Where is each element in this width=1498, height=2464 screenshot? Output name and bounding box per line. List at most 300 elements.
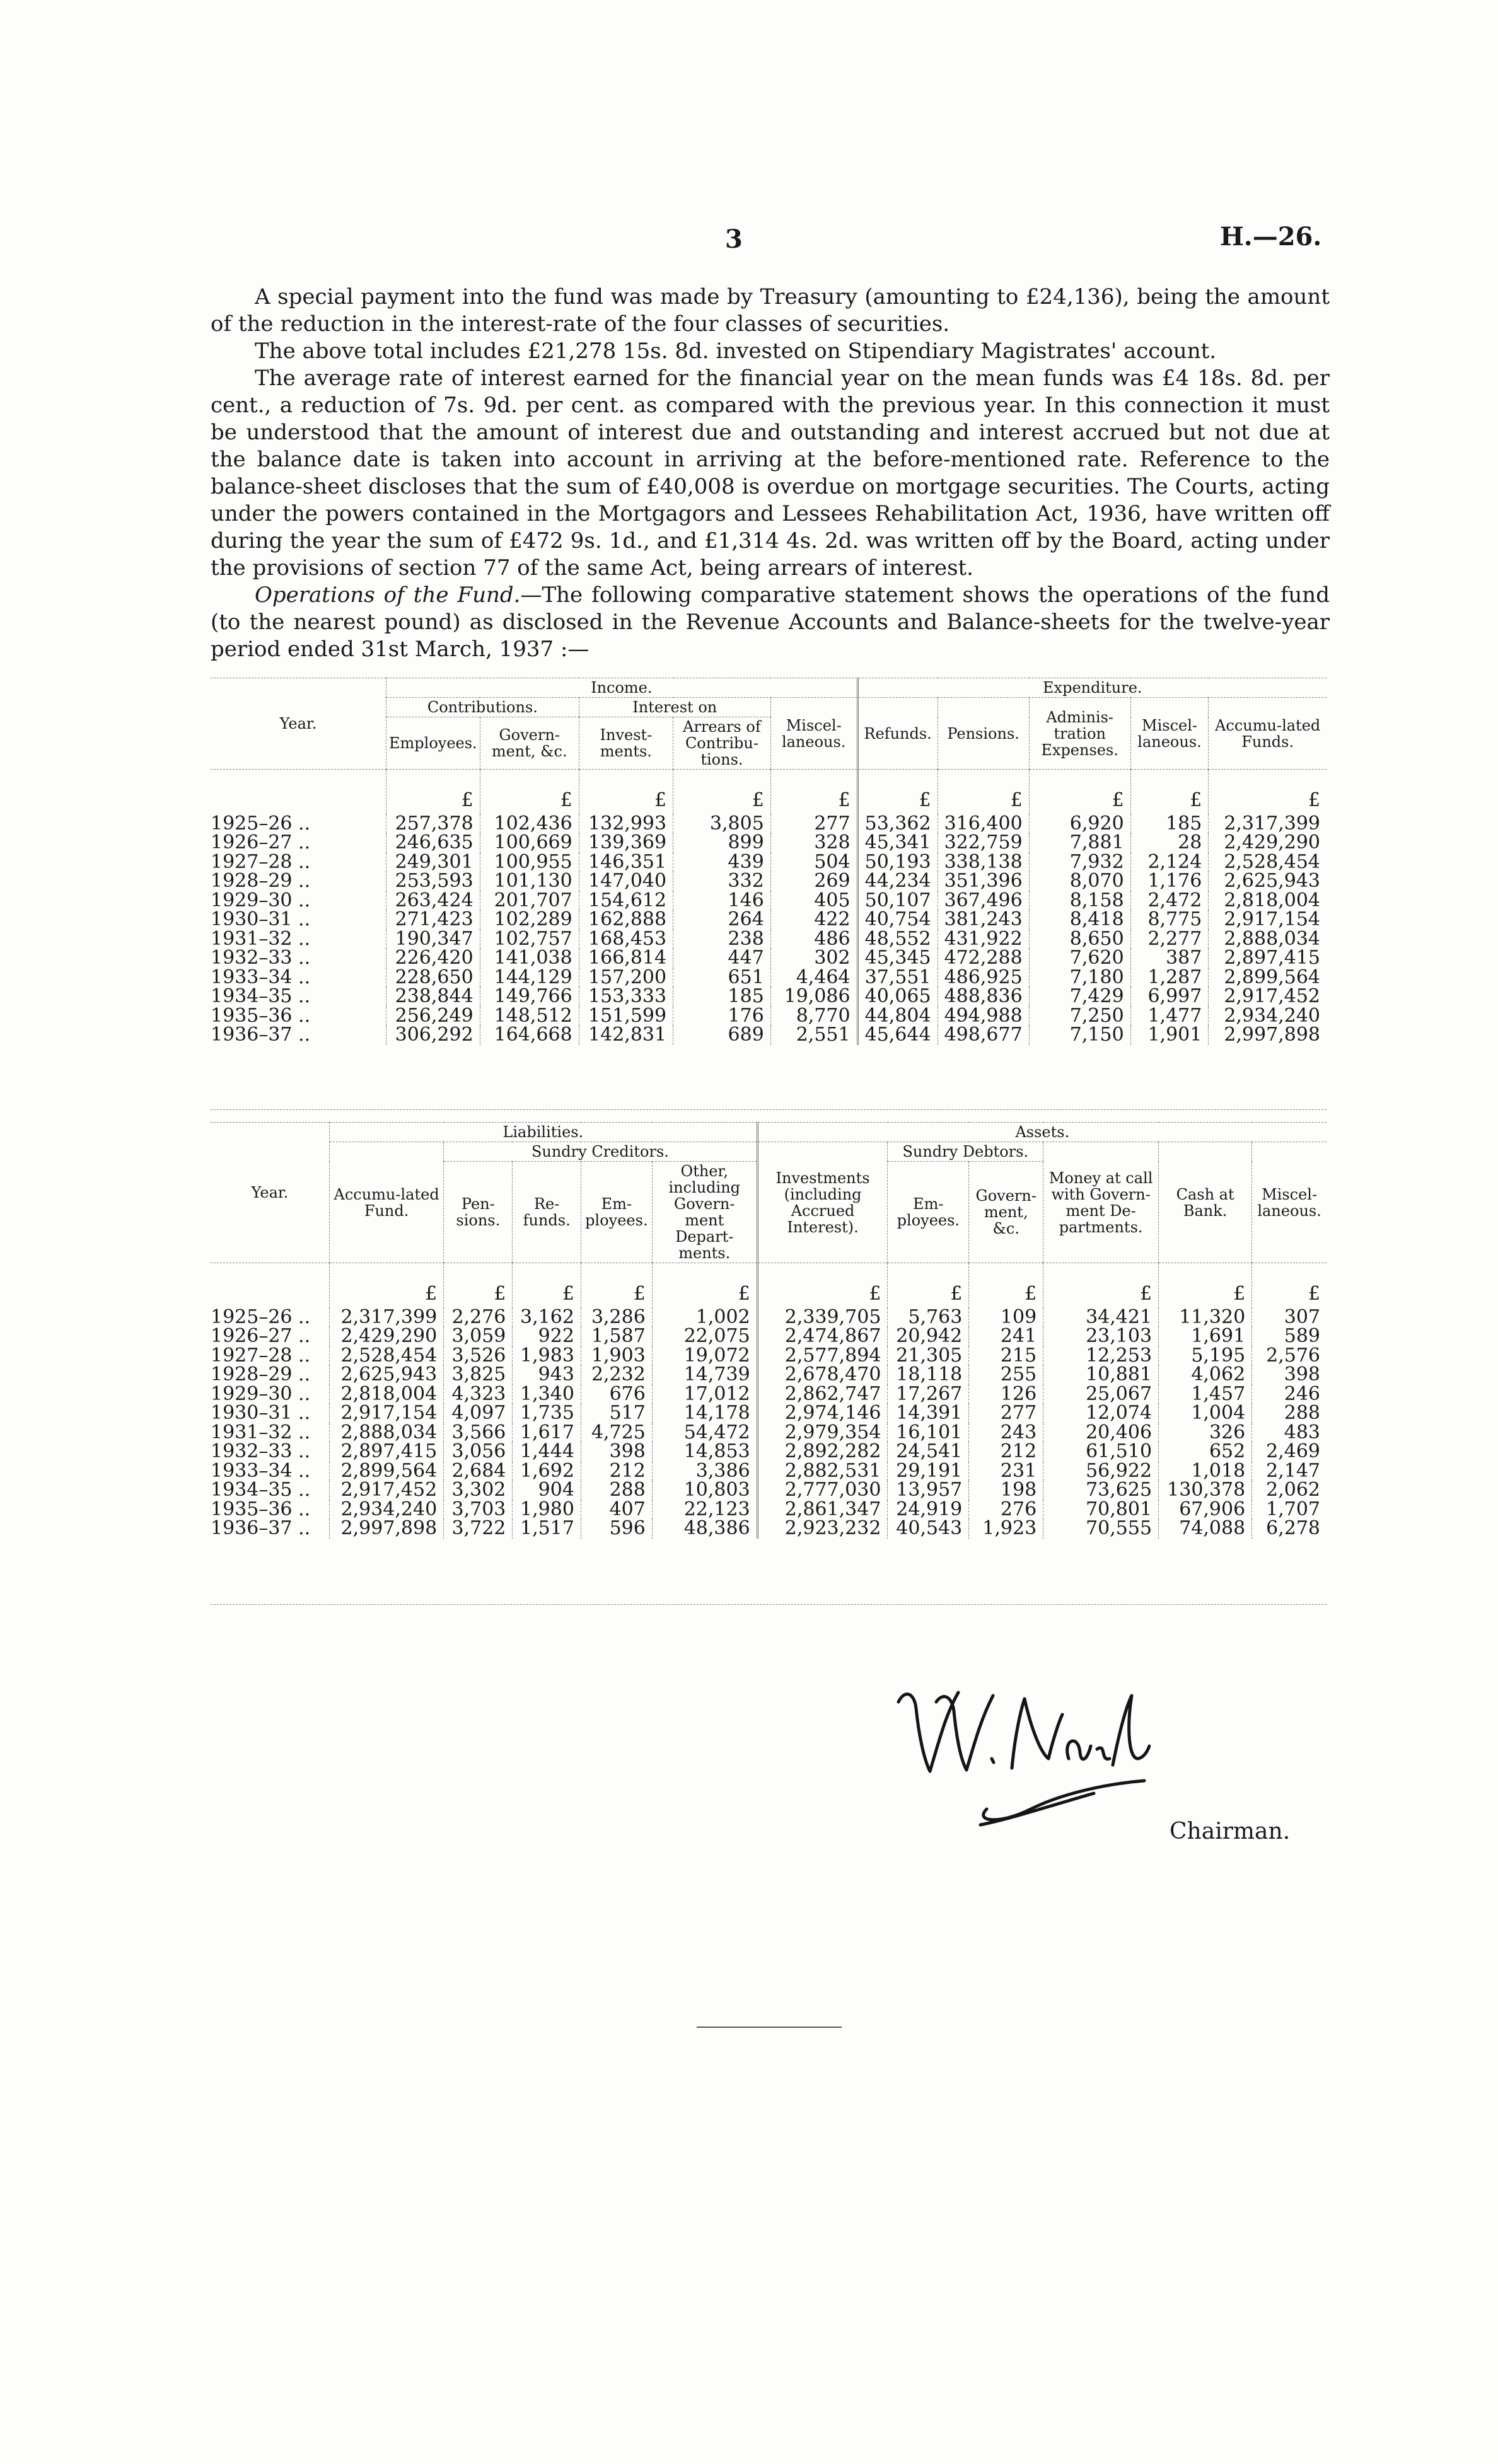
value-cell: 2,124 bbox=[1130, 853, 1209, 872]
value-cell: 3,286 bbox=[581, 1308, 652, 1327]
value-cell: 276 bbox=[969, 1500, 1043, 1520]
value-cell: 257,378 bbox=[386, 814, 480, 834]
t2-liabilities-header: Liabilities. bbox=[330, 1123, 758, 1142]
value-cell: 3,056 bbox=[444, 1442, 513, 1462]
value-cell: 2,897,415 bbox=[330, 1442, 444, 1462]
year-cell: 1928–29 .. bbox=[211, 872, 386, 891]
value-cell: 596 bbox=[581, 1519, 652, 1539]
currency-row bbox=[211, 1263, 1327, 1308]
value-cell: 13,957 bbox=[888, 1481, 969, 1500]
value-cell: 130,378 bbox=[1159, 1481, 1252, 1500]
t1-expenditure-header: Expenditure. bbox=[857, 678, 1327, 698]
value-cell: 6,920 bbox=[1029, 814, 1130, 834]
paragraph-interest-rate: The average rate of interest earned for the financial year on the mean funds was £4 18s. 8d. per cent., a reduction of 7s. 9d. per cent. as compared with the previous year. In this connection it must be understood that the amount of interest due and outstanding and interest accrued but not due at the balance date is taken into account in arriving at the before-mentioned rate. Reference to the balance-sheet discloses that the sum of £40,008 is overdue on mortgage securities. The Courts, acting under the powers contained in the Mortgagors and Lessees Rehabilitation Act, 1936, have written off during the year the sum of £472 9s. 1d., and £1,314 4s. 2d. was written off by the Board, acting under the provisions of section 77 of the same Act, being arrears of interest. bbox=[211, 366, 1330, 581]
value-cell: 2,892,282 bbox=[757, 1442, 888, 1462]
value-cell: 147,040 bbox=[579, 872, 673, 891]
value-cell: 198 bbox=[969, 1481, 1043, 1500]
t1-body bbox=[211, 770, 1327, 1045]
value-cell: 153,333 bbox=[579, 987, 673, 1007]
year-cell: 1926–27 .. bbox=[211, 833, 386, 853]
t1-col-admin: Adminis-tration Expenses. bbox=[1029, 698, 1130, 770]
t1-contributions-header: Contributions. bbox=[386, 698, 579, 717]
value-cell: 1,901 bbox=[1130, 1026, 1209, 1045]
value-cell: 102,757 bbox=[480, 930, 579, 949]
value-cell: 2,317,399 bbox=[330, 1308, 444, 1327]
value-cell: 53,362 bbox=[857, 814, 938, 834]
value-cell: 22,075 bbox=[652, 1327, 757, 1346]
currency-symbol: £ bbox=[652, 1263, 757, 1308]
chairman-label: Chairman. bbox=[1170, 1819, 1291, 1844]
value-cell: 40,065 bbox=[857, 987, 938, 1007]
value-cell: 146,351 bbox=[579, 853, 673, 872]
year-cell: 1928–29 .. bbox=[211, 1365, 330, 1385]
value-cell: 56,922 bbox=[1043, 1462, 1159, 1481]
value-cell: 4,097 bbox=[444, 1404, 513, 1423]
value-cell: 1,735 bbox=[513, 1404, 581, 1423]
year-cell: 1931–32 .. bbox=[211, 930, 386, 949]
currency-symbol: £ bbox=[581, 1263, 652, 1308]
year-cell: 1926–27 .. bbox=[211, 1327, 330, 1346]
value-cell: 328 bbox=[770, 833, 857, 853]
value-cell: 10,803 bbox=[652, 1481, 757, 1500]
t2-sundry-creditors-header: Sundry Creditors. bbox=[444, 1142, 757, 1162]
value-cell: 100,955 bbox=[480, 853, 579, 872]
table-row bbox=[211, 949, 1327, 968]
operations-heading: Operations of the Fund. bbox=[255, 582, 521, 608]
value-cell: 25,067 bbox=[1043, 1385, 1159, 1404]
value-cell: 2,577,894 bbox=[757, 1346, 888, 1366]
value-cell: 7,429 bbox=[1029, 987, 1130, 1007]
value-cell: 212 bbox=[969, 1442, 1043, 1462]
t2-col-pensions: Pen-sions. bbox=[444, 1162, 513, 1263]
value-cell: 1,002 bbox=[652, 1308, 757, 1327]
value-cell: 8,775 bbox=[1130, 910, 1209, 930]
value-cell: 20,942 bbox=[888, 1327, 969, 1346]
table-row bbox=[211, 853, 1327, 872]
value-cell: 176 bbox=[673, 1007, 771, 1026]
year-cell: 1929–30 .. bbox=[211, 891, 386, 911]
value-cell: 676 bbox=[581, 1385, 652, 1404]
value-cell: 40,543 bbox=[888, 1519, 969, 1539]
table-row bbox=[211, 891, 1327, 911]
value-cell: 48,386 bbox=[652, 1519, 757, 1539]
value-cell: 24,541 bbox=[888, 1442, 969, 1462]
value-cell: 255 bbox=[969, 1365, 1043, 1385]
value-cell: 185 bbox=[673, 987, 771, 1007]
t2-year-header: Year. bbox=[211, 1123, 330, 1263]
value-cell: 3,302 bbox=[444, 1481, 513, 1500]
t2-body bbox=[211, 1263, 1327, 1539]
year-cell: 1935–36 .. bbox=[211, 1500, 330, 1520]
year-cell: 1936–37 .. bbox=[211, 1519, 330, 1539]
value-cell: 50,193 bbox=[857, 853, 938, 872]
value-cell: 8,418 bbox=[1029, 910, 1130, 930]
table-row bbox=[211, 872, 1327, 891]
value-cell: 19,086 bbox=[770, 987, 857, 1007]
currency-symbol: £ bbox=[857, 770, 938, 814]
value-cell: 132,993 bbox=[579, 814, 673, 834]
document-reference: H.—26. bbox=[1220, 222, 1322, 252]
value-cell: 148,512 bbox=[480, 1007, 579, 1026]
value-cell: 7,620 bbox=[1029, 949, 1130, 968]
value-cell: 2,429,290 bbox=[330, 1327, 444, 1346]
value-cell: 21,305 bbox=[888, 1346, 969, 1366]
value-cell: 3,526 bbox=[444, 1346, 513, 1366]
value-cell: 37,551 bbox=[857, 968, 938, 988]
value-cell: 2,528,454 bbox=[1224, 850, 1320, 873]
year-cell: 1933–34 .. bbox=[211, 1462, 330, 1481]
value-cell: 228,650 bbox=[386, 968, 480, 988]
value-cell: 2,818,004 bbox=[1224, 889, 1320, 911]
t2-col-other: Other, including Govern-ment Depart-ments. bbox=[652, 1162, 757, 1263]
value-cell: 212 bbox=[581, 1462, 652, 1481]
currency-symbol: £ bbox=[1029, 770, 1130, 814]
value-cell: 5,763 bbox=[888, 1308, 969, 1327]
value-cell: 1,691 bbox=[1159, 1327, 1252, 1346]
value-cell: 2,899,564 bbox=[1224, 966, 1320, 988]
table-end-rule bbox=[211, 1604, 1327, 1605]
liabilities-assets-table bbox=[211, 1122, 1327, 1539]
value-cell: 2,625,943 bbox=[330, 1365, 444, 1385]
table-row bbox=[211, 1346, 1327, 1366]
value-cell: 1,923 bbox=[969, 1519, 1043, 1539]
paragraph-operations bbox=[211, 582, 1330, 663]
t2-col-government-debt: Govern-ment, &c. bbox=[969, 1162, 1043, 1263]
value-cell: 1,517 bbox=[513, 1519, 581, 1539]
value-cell: 29,191 bbox=[888, 1462, 969, 1481]
value-cell: 154,612 bbox=[579, 891, 673, 911]
value-cell: 2,474,867 bbox=[757, 1327, 888, 1346]
value-cell: 157,200 bbox=[579, 968, 673, 988]
value-cell: 2,678,470 bbox=[757, 1365, 888, 1385]
body-text bbox=[211, 284, 1330, 663]
value-cell: 2,923,232 bbox=[757, 1519, 888, 1539]
value-cell: 2,917,452 bbox=[330, 1481, 444, 1500]
value-cell: 398 bbox=[581, 1442, 652, 1462]
value-cell: 338,138 bbox=[938, 853, 1029, 872]
value-cell: 2,997,898 bbox=[1224, 1024, 1320, 1046]
value-cell: 398 bbox=[1284, 1363, 1320, 1385]
currency-symbol: £ bbox=[579, 770, 673, 814]
value-cell: 10,881 bbox=[1043, 1365, 1159, 1385]
value-cell: 14,853 bbox=[652, 1442, 757, 1462]
value-cell: 2,625,943 bbox=[1224, 870, 1320, 892]
value-cell: 486 bbox=[770, 930, 857, 949]
value-cell: 269 bbox=[770, 872, 857, 891]
t1-col-arrears: Arrears of Contribu-tions. bbox=[673, 717, 771, 770]
value-cell: 4,464 bbox=[770, 968, 857, 988]
table-row bbox=[211, 1481, 1327, 1500]
table-row bbox=[211, 1007, 1327, 1026]
value-cell: 8,070 bbox=[1029, 872, 1130, 891]
value-cell: 6,278 bbox=[1266, 1517, 1320, 1539]
value-cell: 256,249 bbox=[386, 1007, 480, 1026]
value-cell: 19,072 bbox=[652, 1346, 757, 1366]
table-row bbox=[211, 1308, 1327, 1327]
value-cell: 2,777,030 bbox=[757, 1481, 888, 1500]
value-cell: 2,276 bbox=[444, 1308, 513, 1327]
value-cell: 17,012 bbox=[652, 1385, 757, 1404]
value-cell: 22,123 bbox=[652, 1500, 757, 1520]
t2-col-investments: Investments (including Accrued Interest). bbox=[757, 1142, 888, 1263]
value-cell: 142,831 bbox=[579, 1026, 673, 1045]
currency-symbol: £ bbox=[969, 1263, 1043, 1308]
currency-symbol: £ bbox=[770, 770, 857, 814]
value-cell: 100,669 bbox=[480, 833, 579, 853]
value-cell: 1,176 bbox=[1130, 872, 1209, 891]
value-cell: 5,195 bbox=[1159, 1346, 1252, 1366]
value-cell: 11,320 bbox=[1159, 1308, 1252, 1327]
value-cell: 249,301 bbox=[386, 853, 480, 872]
value-cell: 246 bbox=[1284, 1382, 1320, 1405]
value-cell: 306,292 bbox=[386, 1026, 480, 1045]
value-cell: 2,232 bbox=[581, 1365, 652, 1385]
value-cell: 24,919 bbox=[888, 1500, 969, 1520]
year-cell: 1930–31 .. bbox=[211, 910, 386, 930]
value-cell: 45,644 bbox=[857, 1026, 938, 1045]
value-cell: 45,345 bbox=[857, 949, 938, 968]
value-cell: 4,323 bbox=[444, 1385, 513, 1404]
t2-col-cash: Cash at Bank. bbox=[1159, 1142, 1252, 1263]
t1-col-government: Govern-ment, &c. bbox=[480, 717, 579, 770]
value-cell: 504 bbox=[770, 853, 857, 872]
currency-symbol: £ bbox=[1308, 1283, 1320, 1305]
value-cell: 1,980 bbox=[513, 1500, 581, 1520]
value-cell: 34,421 bbox=[1043, 1308, 1159, 1327]
year-cell: 1934–35 .. bbox=[211, 987, 386, 1007]
value-cell: 407 bbox=[581, 1500, 652, 1520]
value-cell: 4,062 bbox=[1159, 1365, 1252, 1385]
value-cell: 1,617 bbox=[513, 1423, 581, 1443]
year-cell: 1932–33 .. bbox=[211, 949, 386, 968]
table-row bbox=[211, 987, 1327, 1007]
value-cell: 3,805 bbox=[673, 814, 771, 834]
value-cell: 3,162 bbox=[513, 1308, 581, 1327]
value-cell: 381,243 bbox=[938, 910, 1029, 930]
value-cell: 40,754 bbox=[857, 910, 938, 930]
value-cell: 2,551 bbox=[770, 1026, 857, 1045]
value-cell: 162,888 bbox=[579, 910, 673, 930]
value-cell: 238,844 bbox=[386, 987, 480, 1007]
t2-sundry-debtors-header: Sundry Debtors. bbox=[888, 1142, 1043, 1162]
value-cell: 14,178 bbox=[652, 1404, 757, 1423]
value-cell: 12,074 bbox=[1043, 1404, 1159, 1423]
value-cell: 316,400 bbox=[938, 814, 1029, 834]
value-cell: 2,888,034 bbox=[330, 1423, 444, 1443]
value-cell: 1,587 bbox=[581, 1327, 652, 1346]
currency-blank bbox=[211, 1263, 330, 1308]
value-cell: 1,018 bbox=[1159, 1462, 1252, 1481]
value-cell: 3,059 bbox=[444, 1327, 513, 1346]
value-cell: 326 bbox=[1159, 1423, 1252, 1443]
t1-interest-on-header: Interest on bbox=[579, 698, 770, 717]
value-cell: 238 bbox=[673, 930, 771, 949]
currency-symbol: £ bbox=[386, 770, 480, 814]
year-cell: 1935–36 .. bbox=[211, 1007, 386, 1026]
currency-symbol: £ bbox=[888, 1263, 969, 1308]
value-cell: 483 bbox=[1284, 1421, 1320, 1443]
currency-symbol: £ bbox=[330, 1263, 444, 1308]
value-cell: 7,180 bbox=[1029, 968, 1130, 988]
table-separator-rule bbox=[211, 1109, 1327, 1110]
currency-symbol: £ bbox=[1043, 1263, 1159, 1308]
value-cell: 387 bbox=[1130, 949, 1209, 968]
value-cell: 18,118 bbox=[888, 1365, 969, 1385]
value-cell: 109 bbox=[969, 1308, 1043, 1327]
currency-symbol: £ bbox=[480, 770, 579, 814]
value-cell: 2,818,004 bbox=[330, 1385, 444, 1404]
value-cell: 2,899,564 bbox=[330, 1462, 444, 1481]
year-cell: 1927–28 .. bbox=[211, 1346, 330, 1366]
value-cell: 1,004 bbox=[1159, 1404, 1252, 1423]
value-cell: 226,420 bbox=[386, 949, 480, 968]
value-cell: 164,668 bbox=[480, 1026, 579, 1045]
value-cell: 2,974,146 bbox=[757, 1404, 888, 1423]
value-cell: 498,677 bbox=[938, 1026, 1029, 1045]
value-cell: 2,917,154 bbox=[330, 1404, 444, 1423]
value-cell: 899 bbox=[673, 833, 771, 853]
value-cell: 141,038 bbox=[480, 949, 579, 968]
value-cell: 922 bbox=[513, 1327, 581, 1346]
value-cell: 307 bbox=[1284, 1305, 1320, 1328]
year-cell: 1934–35 .. bbox=[211, 1481, 330, 1500]
value-cell: 943 bbox=[513, 1365, 581, 1385]
value-cell: 431,922 bbox=[938, 930, 1029, 949]
t1-col-investments: Invest-ments. bbox=[579, 717, 673, 770]
value-cell: 14,739 bbox=[652, 1365, 757, 1385]
value-cell: 12,253 bbox=[1043, 1346, 1159, 1366]
value-cell: 422 bbox=[770, 910, 857, 930]
value-cell: 904 bbox=[513, 1481, 581, 1500]
value-cell: 139,369 bbox=[579, 833, 673, 853]
t1-year-header: Year. bbox=[211, 678, 386, 770]
table-row bbox=[211, 910, 1327, 930]
value-cell: 447 bbox=[673, 949, 771, 968]
value-cell: 201,707 bbox=[480, 891, 579, 911]
year-cell: 1930–31 .. bbox=[211, 1404, 330, 1423]
value-cell: 2,979,354 bbox=[757, 1423, 888, 1443]
value-cell: 28 bbox=[1130, 833, 1209, 853]
value-cell: 2,576 bbox=[1266, 1344, 1320, 1367]
value-cell: 246,635 bbox=[386, 833, 480, 853]
table-row bbox=[211, 1327, 1327, 1346]
value-cell: 2,917,154 bbox=[1224, 908, 1320, 930]
page-end-rule bbox=[697, 2027, 842, 2028]
value-cell: 652 bbox=[1159, 1442, 1252, 1462]
t1-col-income-misc: Miscel-laneous. bbox=[770, 698, 857, 770]
currency-symbol: £ bbox=[673, 770, 771, 814]
value-cell: 7,150 bbox=[1029, 1026, 1130, 1045]
value-cell: 102,289 bbox=[480, 910, 579, 930]
value-cell: 149,766 bbox=[480, 987, 579, 1007]
table-row bbox=[211, 1365, 1327, 1385]
page-number: 3 bbox=[725, 224, 743, 254]
currency-blank bbox=[211, 770, 386, 814]
value-cell: 651 bbox=[673, 968, 771, 988]
value-cell: 8,158 bbox=[1029, 891, 1130, 911]
year-cell: 1925–26 .. bbox=[211, 1308, 330, 1327]
t2-col-misc: Miscel-laneous. bbox=[1252, 1142, 1327, 1263]
table-row bbox=[211, 1462, 1327, 1481]
table-row bbox=[211, 1026, 1327, 1045]
value-cell: 8,650 bbox=[1029, 930, 1130, 949]
value-cell: 2,147 bbox=[1266, 1459, 1320, 1482]
table-row bbox=[211, 1500, 1327, 1520]
value-cell: 74,088 bbox=[1159, 1519, 1252, 1539]
value-cell: 1,903 bbox=[581, 1346, 652, 1366]
value-cell: 3,566 bbox=[444, 1423, 513, 1443]
value-cell: 185 bbox=[1130, 814, 1209, 834]
table-row bbox=[211, 930, 1327, 949]
value-cell: 67,906 bbox=[1159, 1500, 1252, 1520]
t2-col-employees-cred: Em-ployees. bbox=[581, 1162, 652, 1263]
value-cell: 101,130 bbox=[480, 872, 579, 891]
year-cell: 1933–34 .. bbox=[211, 968, 386, 988]
value-cell: 243 bbox=[969, 1423, 1043, 1443]
value-cell: 263,424 bbox=[386, 891, 480, 911]
value-cell: 2,062 bbox=[1266, 1479, 1320, 1501]
value-cell: 1,340 bbox=[513, 1385, 581, 1404]
value-cell: 3,825 bbox=[444, 1365, 513, 1385]
value-cell: 517 bbox=[581, 1404, 652, 1423]
value-cell: 2,528,454 bbox=[330, 1346, 444, 1366]
value-cell: 405 bbox=[770, 891, 857, 911]
value-cell: 7,932 bbox=[1029, 853, 1130, 872]
t2-col-refunds: Re-funds. bbox=[513, 1162, 581, 1263]
value-cell: 1,287 bbox=[1130, 968, 1209, 988]
value-cell: 288 bbox=[1284, 1402, 1320, 1424]
value-cell: 215 bbox=[969, 1346, 1043, 1366]
table-row bbox=[211, 1442, 1327, 1462]
value-cell: 3,722 bbox=[444, 1519, 513, 1539]
t1-col-exp-misc: Miscel-laneous. bbox=[1130, 698, 1209, 770]
value-cell: 44,234 bbox=[857, 872, 938, 891]
value-cell: 486,925 bbox=[938, 968, 1029, 988]
value-cell: 166,814 bbox=[579, 949, 673, 968]
value-cell: 1,707 bbox=[1266, 1498, 1320, 1520]
value-cell: 2,684 bbox=[444, 1462, 513, 1481]
value-cell: 1,692 bbox=[513, 1462, 581, 1481]
value-cell: 190,347 bbox=[386, 930, 480, 949]
value-cell: 17,267 bbox=[888, 1385, 969, 1404]
value-cell: 439 bbox=[673, 853, 771, 872]
currency-symbol: £ bbox=[513, 1263, 581, 1308]
value-cell: 2,917,452 bbox=[1224, 985, 1320, 1007]
value-cell: 2,934,240 bbox=[1224, 1004, 1320, 1027]
value-cell: 2,317,399 bbox=[1224, 812, 1320, 835]
currency-symbol: £ bbox=[444, 1263, 513, 1308]
value-cell: 241 bbox=[969, 1327, 1043, 1346]
value-cell: 48,552 bbox=[857, 930, 938, 949]
year-cell: 1925–26 .. bbox=[211, 814, 386, 834]
value-cell: 1,457 bbox=[1159, 1385, 1252, 1404]
value-cell: 494,988 bbox=[938, 1007, 1029, 1026]
year-cell: 1936–37 .. bbox=[211, 1026, 386, 1045]
value-cell: 2,469 bbox=[1266, 1440, 1320, 1462]
value-cell: 146 bbox=[673, 891, 771, 911]
value-cell: 7,250 bbox=[1029, 1007, 1130, 1026]
value-cell: 61,510 bbox=[1043, 1442, 1159, 1462]
t2-col-accum-fund: Accumu-lated Fund. bbox=[330, 1142, 444, 1263]
table-row bbox=[211, 1423, 1327, 1443]
value-cell: 271,423 bbox=[386, 910, 480, 930]
value-cell: 126 bbox=[969, 1385, 1043, 1404]
value-cell: 367,496 bbox=[938, 891, 1029, 911]
value-cell: 23,103 bbox=[1043, 1327, 1159, 1346]
t2-col-employees-debt: Em-ployees. bbox=[888, 1162, 969, 1263]
table-row bbox=[211, 1385, 1327, 1404]
t1-col-pensions: Pensions. bbox=[938, 698, 1029, 770]
